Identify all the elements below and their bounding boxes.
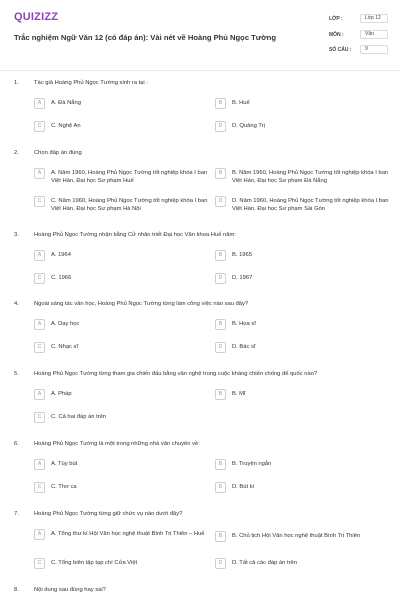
option-text: D. Bác sĩ [232, 344, 256, 350]
option-letter-box: D [215, 196, 226, 207]
option-text: B. Chủ tịch Hội Văn học nghệ thuật Bình Trị Thiên [232, 533, 361, 539]
option-letter-box: D [215, 482, 226, 493]
option-text: A. Dạy học [51, 321, 80, 327]
option-b[interactable] [215, 319, 256, 330]
option-letter-box: A [34, 98, 45, 109]
option-text: B. Truyện ngắn [232, 461, 272, 467]
option-letter-box: D [215, 121, 226, 132]
option-b[interactable] [215, 98, 250, 109]
option-d[interactable] [215, 196, 392, 213]
option-b[interactable] [215, 531, 360, 542]
option-text: A. Đà Nẵng [51, 100, 81, 106]
option-letter-box: A [34, 529, 45, 540]
option-letter-box: D [215, 342, 226, 353]
question-text: Hoàng Phủ Ngọc Tường là một trong những nhà văn chuyên về: [34, 441, 200, 447]
option-text: D. Bút kí [232, 484, 255, 490]
option-letter-box: B [215, 389, 226, 400]
option-text: D. Tất cả các đáp án trên [232, 560, 297, 566]
question-text: Chọn đáp án đúng [34, 150, 82, 156]
question-number: 8. [14, 587, 19, 593]
option-text: D. 1967 [232, 275, 253, 281]
option-letter-box: C [34, 273, 45, 284]
question-text: Hoàng Phủ Ngọc Tường từng giữ chức vụ nào dưới đây? [34, 511, 183, 517]
header-divider [0, 70, 400, 71]
option-letter-box: B [215, 459, 226, 470]
option-b[interactable] [215, 168, 392, 185]
question-number: 3. [14, 232, 19, 238]
option-letter-box: B [215, 531, 226, 542]
question-text: Tác giả Hoàng Phủ Ngọc Tường sinh ra tại : [34, 80, 148, 86]
option-letter-box: C [34, 482, 45, 493]
option-text: C. Cả hai đáp án trên [51, 414, 107, 420]
option-text: B. 1965 [232, 252, 252, 258]
quizizz-logo: QUIZIZZ [14, 11, 59, 23]
option-text: C. 1966 [51, 275, 72, 281]
option-text: B. Họa sĩ [232, 321, 256, 327]
option-c[interactable] [34, 273, 71, 284]
option-text: B. Năm 1960, Hoàng Phủ Ngọc Tường tốt nghiệp khóa I ban Việt Hán, Đại học Sư phạm Đà Nẵng [232, 170, 389, 184]
meta-value-subject: Văn [360, 30, 388, 39]
option-letter-box: D [215, 558, 226, 569]
worksheet-title: Trắc nghiệm Ngữ Văn 12 (có đáp án): Vài nét về Hoàng Phủ Ngọc Tường [14, 33, 276, 42]
option-text: C. Nhạc sĩ [51, 344, 79, 350]
option-d[interactable] [215, 121, 265, 132]
option-letter-box: B [215, 319, 226, 330]
option-letter-box: C [34, 121, 45, 132]
option-a[interactable] [34, 459, 77, 470]
option-a[interactable] [34, 389, 72, 400]
question-number: 4. [14, 301, 19, 307]
option-d[interactable] [215, 273, 252, 284]
option-letter-box: B [215, 98, 226, 109]
question-text: Hoàng Phủ Ngọc Tường nhận bằng Cử nhân triết Đại học Văn khoa Huế năm: [34, 232, 236, 238]
option-c[interactable] [34, 121, 81, 132]
option-a[interactable] [34, 98, 81, 109]
option-letter-box: C [34, 412, 45, 423]
option-letter-box: A [34, 168, 45, 179]
question-number: 5. [14, 371, 19, 377]
worksheet-header [0, 0, 400, 70]
option-c[interactable] [34, 558, 137, 569]
question-number: 6. [14, 441, 19, 447]
option-text: A. Pháp [51, 391, 72, 397]
option-c[interactable] [34, 196, 211, 213]
option-a[interactable] [34, 529, 211, 540]
option-a[interactable] [34, 319, 79, 330]
option-d[interactable] [215, 558, 297, 569]
option-text: A. Năm 1960, Hoàng Phủ Ngọc Tường tốt nghiệp khóa I ban Việt Hán, Đại học Sư phạm Huế [51, 170, 208, 184]
option-d[interactable] [215, 342, 256, 353]
option-c[interactable] [34, 482, 77, 493]
option-text: C. Thơ ca [51, 484, 77, 490]
option-text: A. Tùy bút [51, 461, 78, 467]
option-text: C. Năm 1960, Hoàng Phủ Ngọc Tường tốt nghiệp khóa I ban Việt Hán, Đại học Sư phạm Hà Nội [51, 198, 208, 212]
question-number: 1. [14, 80, 19, 86]
option-letter-box: B [215, 168, 226, 179]
question-text: Hoàng Phủ Ngọc Tường từng tham gia chiến đấu bằng văn nghệ trong cuộc kháng chiến chống đế quốc nào? [34, 371, 318, 377]
option-text: D. Quảng Trị [232, 123, 265, 129]
option-b[interactable] [215, 250, 252, 261]
question-text: Ngoài sáng tác văn học, Hoàng Phủ Ngọc Tường từng làm công việc nào sau đây? [34, 301, 249, 307]
question-number: 2. [14, 150, 19, 156]
option-a[interactable] [34, 250, 71, 261]
option-letter-box: A [34, 319, 45, 330]
option-letter-box: C [34, 196, 45, 207]
meta-value-count: 9 [360, 45, 388, 54]
question-number: 7. [14, 511, 19, 517]
option-text: B. Huế [232, 100, 250, 106]
meta-label-count: SỐ CÂU : [329, 47, 352, 53]
option-c[interactable] [34, 412, 106, 423]
option-letter-box: B [215, 250, 226, 261]
option-a[interactable] [34, 168, 211, 185]
meta-label-grade: LỚP : [329, 16, 343, 22]
question-text: Nội dung sau đúng hay sai? [34, 587, 106, 593]
option-letter-box: A [34, 389, 45, 400]
option-text: D. Năm 1960, Hoàng Phủ Ngọc Tường tốt nghiệp khóa I ban Việt Hán, Đại học Sư phạm Sài Gòn [232, 198, 389, 212]
option-text: A. Tổng thư kí Hội Văn học nghệ thuật Bình Trị Thiên – Huế [51, 531, 205, 537]
option-c[interactable] [34, 342, 78, 353]
option-text: C. Tổng biên tập tạp chí Cửa Việt [51, 560, 138, 566]
option-letter-box: C [34, 558, 45, 569]
meta-value-grade: Lớp 12 [360, 14, 388, 23]
option-letter-box: A [34, 250, 45, 261]
option-letter-box: C [34, 342, 45, 353]
option-text: A. 1964 [51, 252, 71, 258]
meta-label-subject: MÔN : [329, 32, 344, 38]
option-text: C. Nghệ An [51, 123, 81, 129]
option-letter-box: D [215, 273, 226, 284]
option-b[interactable] [215, 459, 271, 470]
option-d[interactable] [215, 482, 254, 493]
option-letter-box: A [34, 459, 45, 470]
option-text: B. Mĩ [232, 391, 246, 397]
option-b[interactable] [215, 389, 246, 400]
